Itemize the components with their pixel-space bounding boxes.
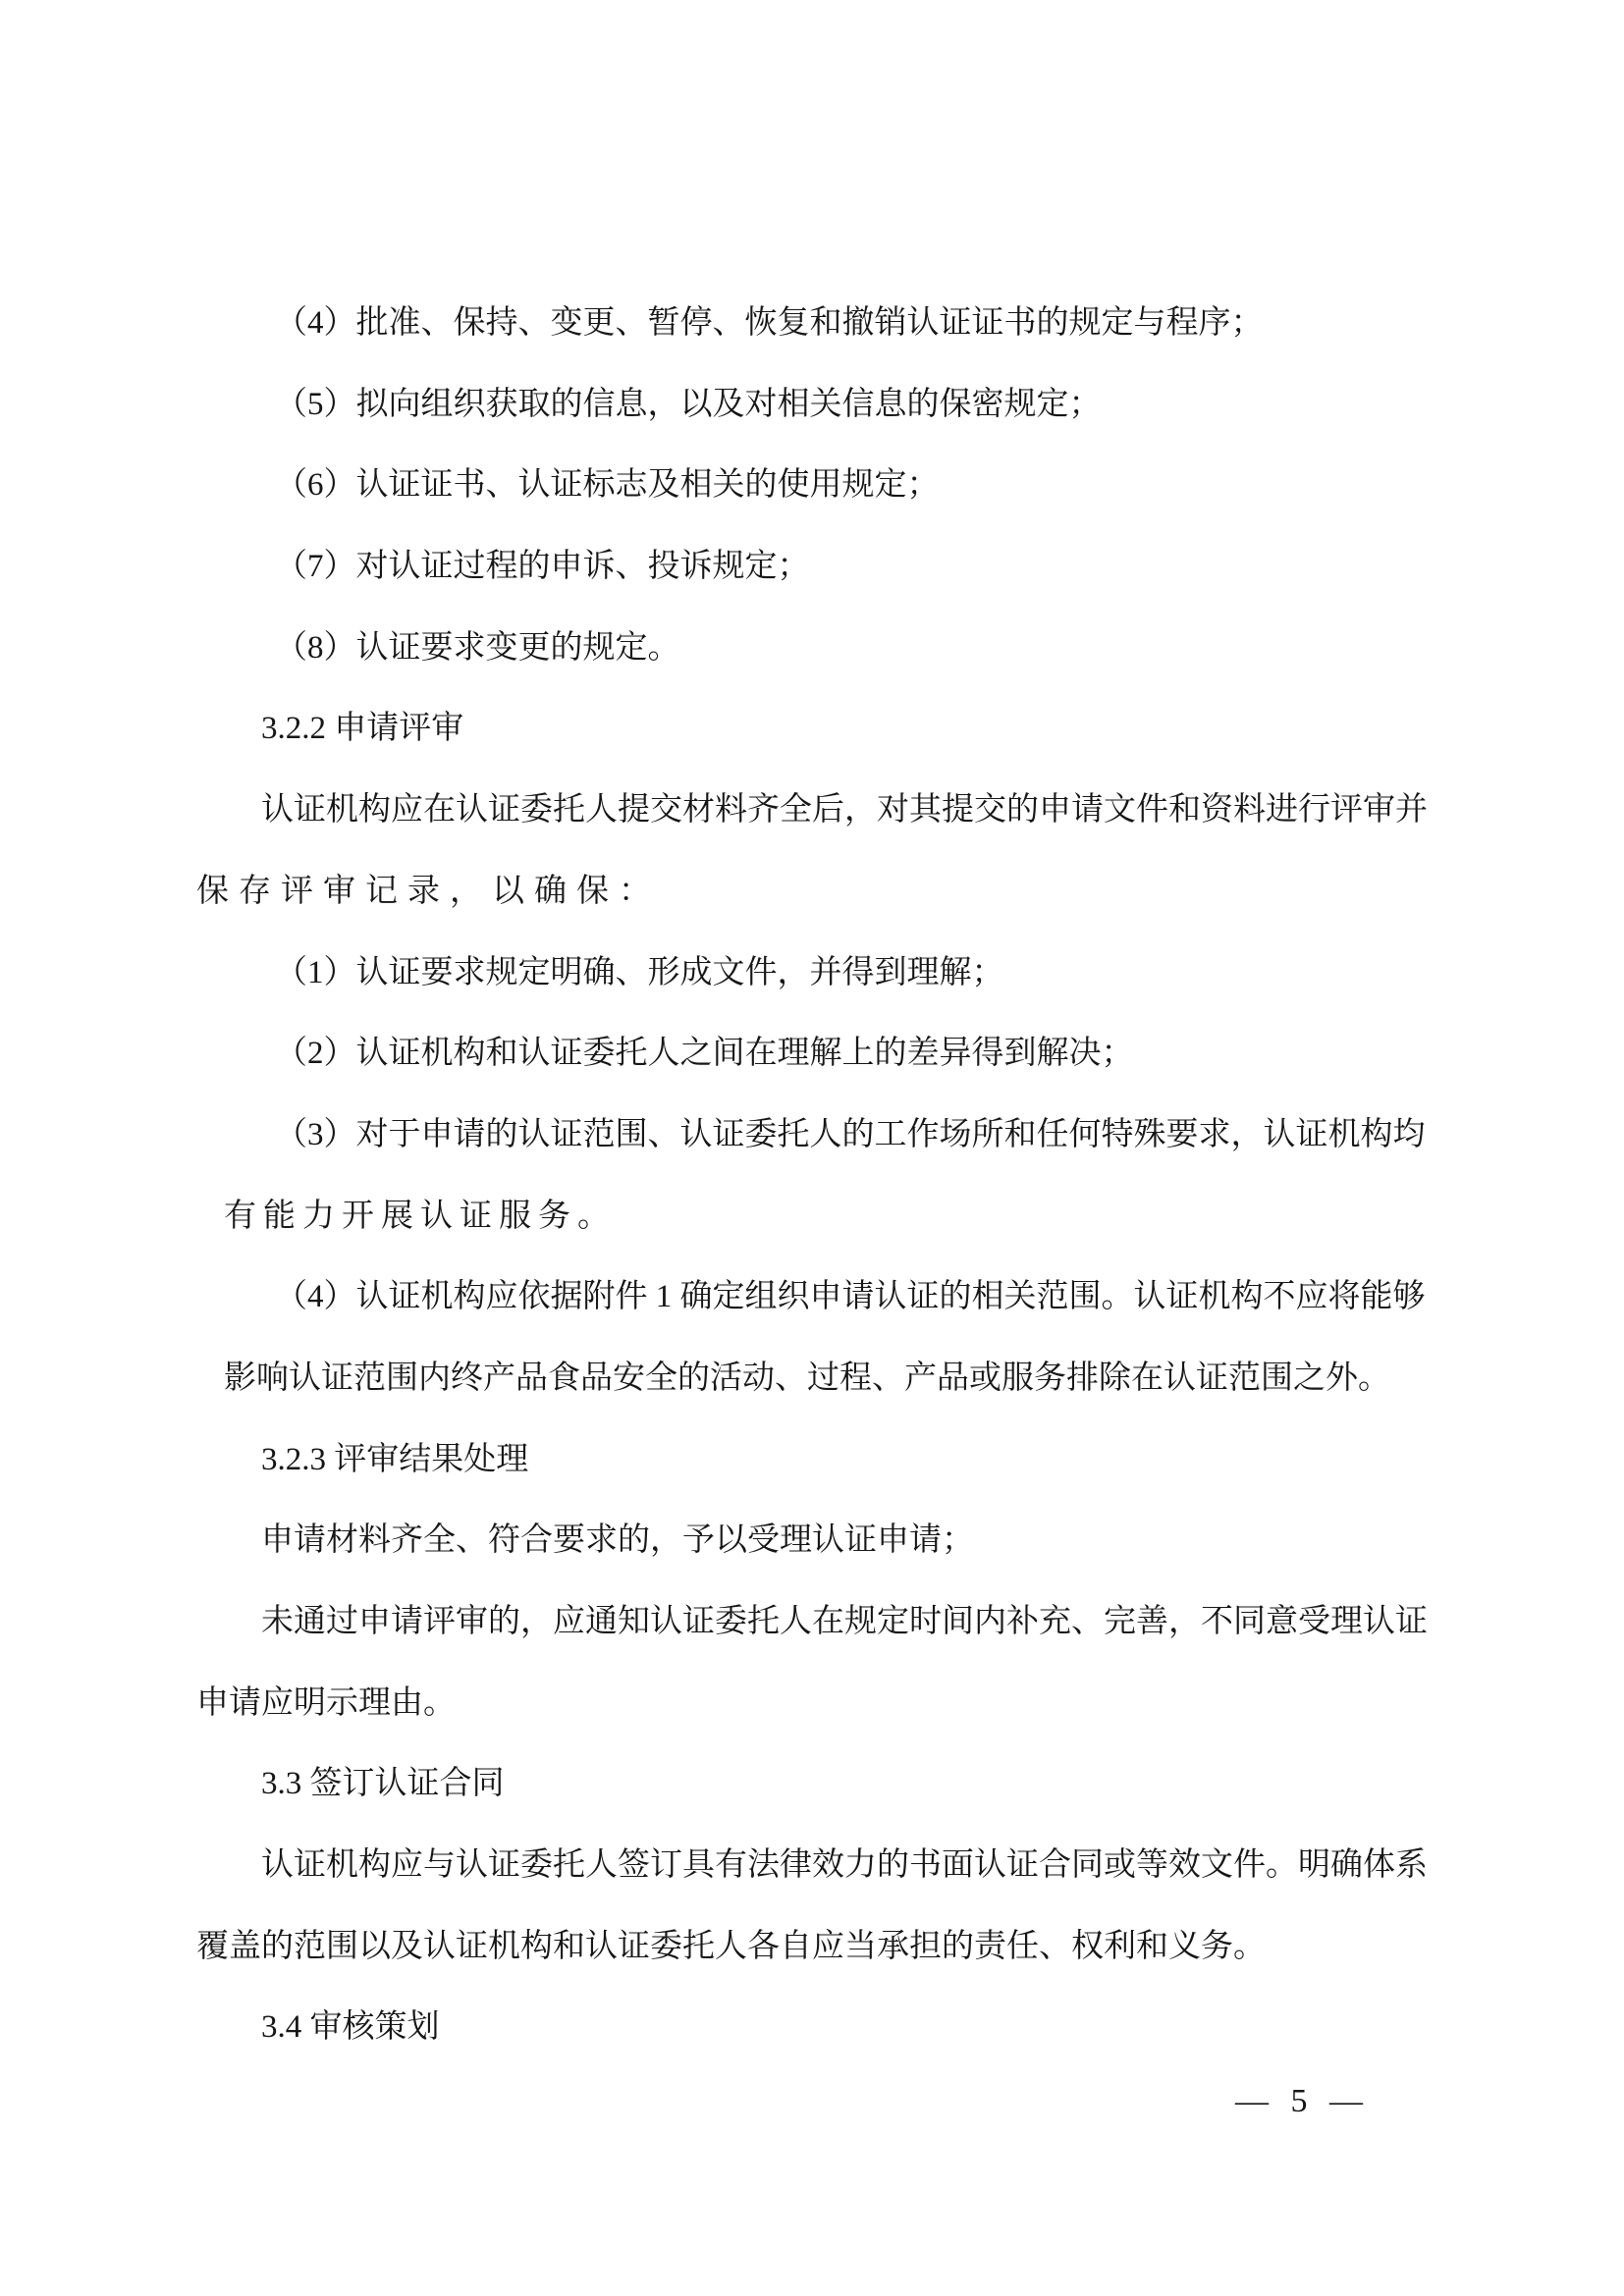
paragraph-line: 覆盖的范围以及认证机构和认证委托人各自应当承担的责任、权利和义务。 <box>196 1928 1266 1964</box>
paragraph-line: 有能力开展认证服务。 <box>224 1198 617 1234</box>
list-item: （5）拟向组织获取的信息，以及对相关信息的保密规定； <box>275 386 1102 422</box>
section-heading: 3.2.2 申请评审 <box>261 711 464 747</box>
list-item: （3）对于申请的认证范围、认证委托人的工作场所和任何特殊要求，认证机构均 <box>275 1116 1426 1152</box>
section-heading: 3.3 签订认证合同 <box>261 1766 505 1802</box>
list-item: （4）认证机构应依据附件 1 确定组织申请认证的相关范围。认证机构不应将能够 <box>275 1279 1426 1315</box>
paragraph-line: 申请应明示理由。 <box>196 1684 456 1721</box>
list-item: （2）认证机构和认证委托人之间在理解上的差异得到解决； <box>275 1036 1134 1072</box>
paragraph-line: 影响认证范围内终产品食品安全的活动、过程、产品或服务排除在认证范围之外。 <box>224 1360 1390 1396</box>
page-number: — 5 — <box>1235 2083 1370 2119</box>
paragraph-line: 保存评审记录，以确保： <box>196 873 661 909</box>
list-item: （4）批准、保持、变更、暂停、恢复和撤销认证证书的规定与程序； <box>275 305 1264 341</box>
section-heading: 3.4 审核策划 <box>261 2009 440 2046</box>
paragraph-line: 认证机构应在认证委托人提交材料齐全后，对其提交的申请文件和资料进行评审并 <box>261 792 1428 828</box>
paragraph-line: 认证机构应与认证委托人签订具有法律效力的书面认证合同或等效文件。明确体系 <box>261 1847 1428 1884</box>
document-body <box>196 283 1463 2068</box>
list-item: （8）认证要求变更的规定。 <box>275 629 680 666</box>
list-item: （1）认证要求规定明确、形成文件，并得到理解； <box>275 954 1004 990</box>
section-heading: 3.2.3 评审结果处理 <box>261 1441 529 1477</box>
paragraph-line: 申请材料齐全、符合要求的，予以受理认证申请； <box>261 1522 974 1559</box>
paragraph-line: 未通过申请评审的，应通知认证委托人在规定时间内补充、完善，不同意受理认证 <box>261 1604 1428 1639</box>
list-item: （6）认证证书、认证标志及相关的使用规定； <box>275 467 940 504</box>
list-item: （7）对认证过程的申诉、投诉规定； <box>275 549 810 585</box>
